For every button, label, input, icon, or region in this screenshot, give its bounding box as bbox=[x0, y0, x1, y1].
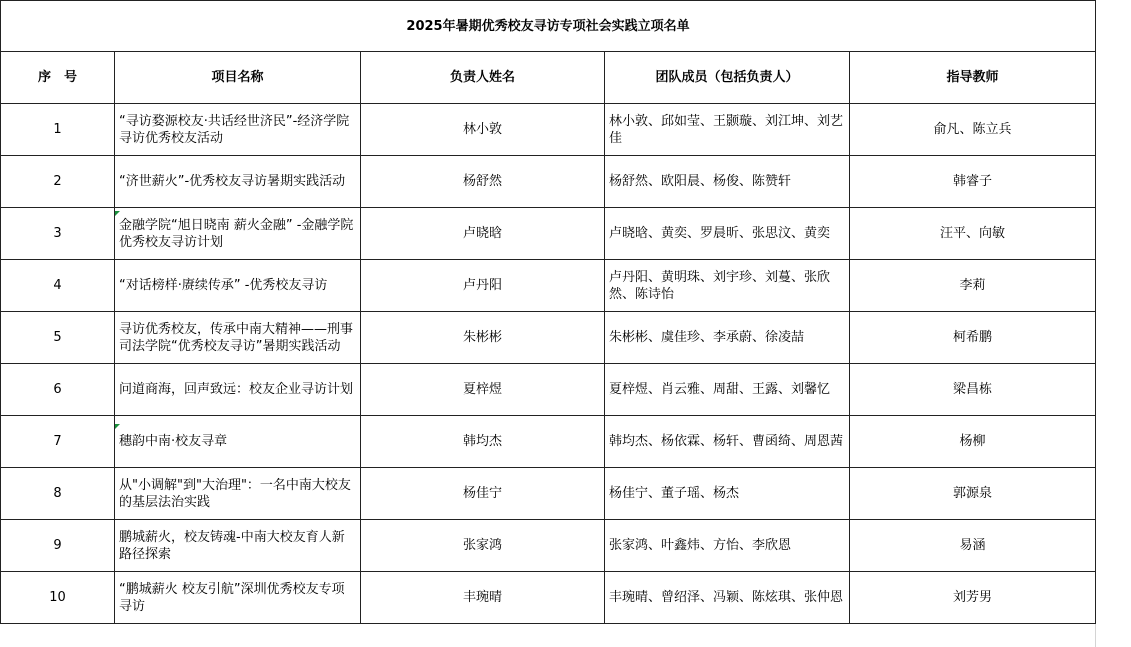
header-num[interactable]: 序 号 bbox=[1, 52, 115, 104]
cell-project-name[interactable]: 问道商海，回声致远：校友企业寻访计划 bbox=[115, 364, 361, 416]
cell-project-name[interactable]: 鹏城薪火，校友铸魂-中南大校友育人新路径探索 bbox=[115, 520, 361, 572]
cell-teacher[interactable]: 梁昌栋 bbox=[850, 364, 1096, 416]
cell-project-name[interactable]: 从"小调解"到"大治理"：一名中南大校友的基层法治实践 bbox=[115, 468, 361, 520]
cell-number[interactable]: 9 bbox=[1, 520, 115, 572]
cell-project-name[interactable]: “济世薪火”-优秀校友寻访暑期实践活动 bbox=[115, 156, 361, 208]
table-row bbox=[1, 520, 1096, 572]
cell-project-name[interactable]: 寻访优秀校友，传承中南大精神——刑事司法学院“优秀校友寻访”暑期实践活动 bbox=[115, 312, 361, 364]
comment-marker-icon bbox=[115, 211, 120, 216]
table-row bbox=[1, 416, 1096, 468]
cell-members[interactable]: 杨佳宁、董子瑶、杨杰 bbox=[605, 468, 850, 520]
cell-number[interactable]: 4 bbox=[1, 260, 115, 312]
cell-members[interactable]: 夏梓煜、肖云雅、周甜、王露、刘馨忆 bbox=[605, 364, 850, 416]
cell-teacher[interactable]: 李莉 bbox=[850, 260, 1096, 312]
table-row bbox=[1, 156, 1096, 208]
cell-members[interactable]: 张家鸿、叶鑫炜、方怡、李欣恩 bbox=[605, 520, 850, 572]
header-leader[interactable]: 负责人姓名 bbox=[361, 52, 605, 104]
header-project-name[interactable]: 项目名称 bbox=[115, 52, 361, 104]
header-teacher[interactable]: 指导教师 bbox=[850, 52, 1096, 104]
header-row bbox=[1, 52, 1096, 104]
cell-teacher[interactable]: 易涵 bbox=[850, 520, 1096, 572]
cell-teacher[interactable]: 刘芳男 bbox=[850, 572, 1096, 624]
cell-leader[interactable]: 杨佳宁 bbox=[361, 468, 605, 520]
cell-members[interactable]: 杨舒然、欧阳晨、杨俊、陈赞轩 bbox=[605, 156, 850, 208]
cell-number[interactable]: 6 bbox=[1, 364, 115, 416]
cell-members[interactable]: 丰琬晴、曾绍泽、冯颖、陈炫琪、张仲恩 bbox=[605, 572, 850, 624]
cell-project-name[interactable]: “鹏城薪火 校友引航”深圳优秀校友专项寻访 bbox=[115, 572, 361, 624]
table-row bbox=[1, 364, 1096, 416]
cell-members[interactable]: 卢丹阳、黄明珠、刘宇珍、刘蔓、张欣然、陈诗怡 bbox=[605, 260, 850, 312]
cell-leader[interactable]: 朱彬彬 bbox=[361, 312, 605, 364]
cell-members[interactable]: 韩均杰、杨依霖、杨轩、曹函绮、周恩茜 bbox=[605, 416, 850, 468]
cell-leader[interactable]: 韩均杰 bbox=[361, 416, 605, 468]
table-row bbox=[1, 104, 1096, 156]
cell-members[interactable]: 林小敦、邱如莹、王颢璇、刘江坤、刘艺佳 bbox=[605, 104, 850, 156]
cell-teacher[interactable]: 郭源泉 bbox=[850, 468, 1096, 520]
cell-leader[interactable]: 杨舒然 bbox=[361, 156, 605, 208]
cell-number[interactable]: 10 bbox=[1, 572, 115, 624]
cell-teacher[interactable]: 杨柳 bbox=[850, 416, 1096, 468]
sheet-title[interactable]: 2025年暑期优秀校友寻访专项社会实践立项名单 bbox=[1, 1, 1096, 52]
cell-leader[interactable]: 卢丹阳 bbox=[361, 260, 605, 312]
cell-teacher[interactable]: 柯希鹏 bbox=[850, 312, 1096, 364]
cell-project-name[interactable]: “对话榜样·赓续传承” -优秀校友寻访 bbox=[115, 260, 361, 312]
cell-leader[interactable]: 夏梓煜 bbox=[361, 364, 605, 416]
cell-number[interactable]: 7 bbox=[1, 416, 115, 468]
cell-leader[interactable]: 张家鸿 bbox=[361, 520, 605, 572]
cell-project-name[interactable]: 金融学院“旭日晓南 薪火金融” -金融学院优秀校友寻访计划 bbox=[115, 208, 361, 260]
cell-members[interactable]: 卢晓晗、黄奕、罗晨昕、张思汶、黄奕 bbox=[605, 208, 850, 260]
table-row bbox=[1, 312, 1096, 364]
cell-number[interactable]: 1 bbox=[1, 104, 115, 156]
cell-leader[interactable]: 丰琬晴 bbox=[361, 572, 605, 624]
cell-number[interactable]: 8 bbox=[1, 468, 115, 520]
cell-teacher[interactable]: 韩睿子 bbox=[850, 156, 1096, 208]
cell-project-name[interactable]: 穗韵中南·校友寻章 bbox=[115, 416, 361, 468]
cell-number[interactable]: 3 bbox=[1, 208, 115, 260]
cell-number[interactable]: 2 bbox=[1, 156, 115, 208]
cell-leader[interactable]: 卢晓晗 bbox=[361, 208, 605, 260]
cell-project-name[interactable]: “寻访婺源校友·共话经世济民”-经济学院寻访优秀校友活动 bbox=[115, 104, 361, 156]
header-members[interactable]: 团队成员（包括负责人） bbox=[605, 52, 850, 104]
cell-teacher[interactable]: 汪平、向敏 bbox=[850, 208, 1096, 260]
table-row bbox=[1, 260, 1096, 312]
comment-marker-icon bbox=[115, 424, 120, 429]
cell-members[interactable]: 朱彬彬、虞佳珍、李承蔚、徐凌喆 bbox=[605, 312, 850, 364]
cell-teacher[interactable]: 俞凡、陈立兵 bbox=[850, 104, 1096, 156]
table-row bbox=[1, 468, 1096, 520]
cell-leader[interactable]: 林小敦 bbox=[361, 104, 605, 156]
table-row bbox=[1, 208, 1096, 260]
table-row bbox=[1, 572, 1096, 624]
cell-number[interactable]: 5 bbox=[1, 312, 115, 364]
